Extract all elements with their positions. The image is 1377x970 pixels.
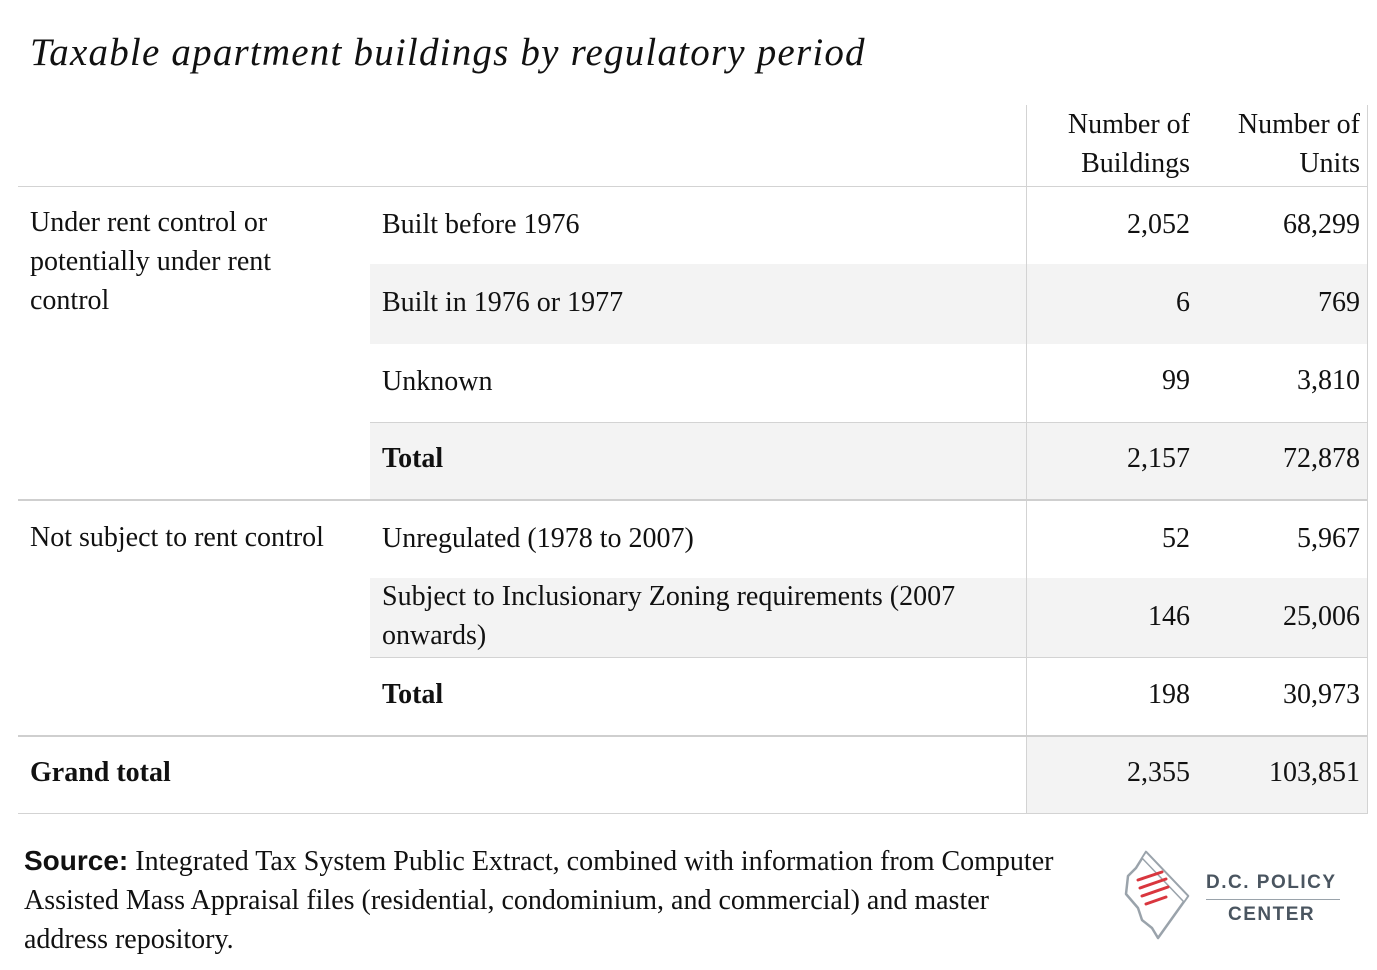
- units-value: 5,967: [1297, 523, 1360, 554]
- header-buildings-line1: Number of: [1067, 109, 1190, 140]
- dc-map-icon: [1118, 838, 1198, 948]
- source-note: [24, 841, 1064, 959]
- row-rule: [370, 657, 1367, 658]
- grand-total-units: 103,851: [1269, 757, 1360, 788]
- grand-total-label: Grand total: [30, 757, 171, 788]
- units-value: 25,006: [1283, 601, 1360, 632]
- source-label: Source:: [24, 845, 129, 876]
- logo-divider: [1206, 899, 1340, 900]
- row-label: Subject to Inclusionary Zoning requirements (2007 onwards): [382, 581, 956, 651]
- group-rule: [18, 735, 1367, 737]
- units-value: 3,810: [1297, 365, 1360, 396]
- group-label-rent-control: Under rent control or potentially under rent control: [30, 207, 272, 316]
- units-value: 68,299: [1283, 209, 1360, 240]
- row-label-total: Total: [382, 443, 444, 474]
- header-units-line2: Units: [1299, 148, 1360, 179]
- table-bottom-rule: [18, 813, 1367, 814]
- row-label: Built in 1976 or 1977: [382, 287, 624, 318]
- buildings-value: 6: [1176, 287, 1190, 318]
- row-label: Unknown: [382, 366, 493, 397]
- row-label: Built before 1976: [382, 209, 580, 240]
- units-value: 769: [1318, 287, 1360, 318]
- group-label-not-rent-control: Not subject to rent control: [30, 522, 324, 553]
- dc-policy-center-logo: [1118, 838, 1348, 948]
- row-rule: [370, 422, 1367, 423]
- header-rule: [18, 186, 1367, 187]
- logo-text-line2: CENTER: [1228, 904, 1316, 925]
- buildings-value: 198: [1148, 679, 1190, 710]
- right-edge: [1367, 105, 1368, 814]
- row-label-total: Total: [382, 679, 444, 710]
- buildings-value: 99: [1162, 365, 1190, 396]
- header-units-line1: Number of: [1237, 109, 1360, 140]
- buildings-value: 2,157: [1127, 443, 1190, 474]
- group-rule: [18, 499, 1367, 501]
- logo-text-line1: D.C. POLICY: [1206, 872, 1337, 893]
- units-value: 30,973: [1283, 679, 1360, 710]
- header-buildings-line2: Buildings: [1081, 148, 1190, 179]
- page-title: Taxable apartment buildings by regulatory period: [30, 31, 866, 74]
- source-text: Integrated Tax System Public Extract, combined with information from Computer Assisted Mass Appraisal files (residential, condominium, and commercial) and master address repository.: [24, 846, 1054, 955]
- buildings-value: 146: [1148, 601, 1190, 632]
- header-buildings: [1030, 105, 1190, 183]
- buildings-value: 52: [1162, 523, 1190, 554]
- units-value: 72,878: [1283, 443, 1360, 474]
- header-units: [1195, 105, 1360, 183]
- grand-total-buildings: 2,355: [1127, 757, 1190, 788]
- buildings-value: 2,052: [1127, 209, 1190, 240]
- column-divider: [1026, 105, 1027, 814]
- row-label: Unregulated (1978 to 2007): [382, 523, 694, 554]
